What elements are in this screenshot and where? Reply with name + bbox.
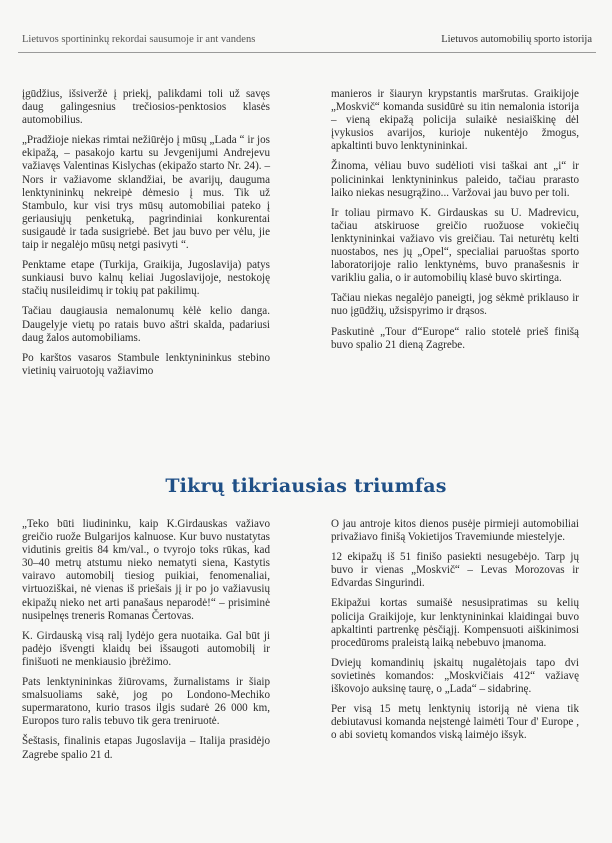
column-bottom-left xyxy=(22,518,270,769)
paragraph: Ir toliau pirmavo K. Girdauskas su U. Madrevicu, tačiau atskiruose greičio ruožuose vokiečių lenktynininkai važiavo vis greičiau. Tai neturėtų kelti nuostabos, nes jų „Opel“, specialiai paruoštas sporto laboratorijoje ralio lenktynėms, buvo pranašesnis ir varikliu galia, o ir automobilių klasė buvo skirtinga. xyxy=(331,206,579,285)
paragraph: Penktame etape (Turkija, Graikija, Jugoslavija) patys sunkiausi buvo kalnų keliai Jugoslavijoje, nestokoję stačių nusileidimų ir tokių pat pakilimų. xyxy=(22,259,270,298)
paragraph: Tačiau daugiausia nemalonumų kėlė kelio danga. Daugelyje vietų po ratais buvo aštri skalda, padariusi daug žalos automobiliams. xyxy=(22,305,270,344)
paragraph: Po karštos vasaros Stambule lenktynininkus stebino vietinių vairuotojų važiavimo xyxy=(22,351,270,377)
paragraph: manieros ir šiauryn krypstantis maršrutas. Graikijoje „Moskvič“ komanda susidūrė su itin nemalonia istorija – vieną ekipažą policija sulaikė nesiaiškinę dėl įvykusios avarijos, kurioje nukentėjo žmogus, apkaltinti buvo lenktynininkai. xyxy=(331,88,579,153)
paragraph: Ekipažui kortas sumaišė nesusipratimas su kelių policija Graikijoje, kur lenktynininkai klaidingai buvo apkaltinti partrenkę pėsčiąjį. Kompensuoti aiškinimosi procedūroms praleistą laiką nebebuvo įmanoma. xyxy=(331,597,579,649)
paragraph: Dviejų komandinių įskaitų nugalėtojais tapo dvi sovietinės komandos: „Moskvičiais 412“ važiavę iškovojo auksinę taurę, o „Lada“ – sidabrinę. xyxy=(331,656,579,696)
paragraph: įgūdžius, išsiveržė į priekį, palikdami toli už savęs daug galingesnius trečiosios-penktosios klasės automobilius. xyxy=(22,88,270,127)
paragraph: „Teko būti liudininku, kaip K.Girdauskas važiavo greičio ruože Bulgarijos kalnuose. Kur buvo nustatytas vidutinis greitis 84 km/val., o tvyrojo toks rūkas, kad 30–40 metrų atstumu nieko nematyti siena, Kastytis vairavo automobilį tiesiog puikiai, fenomenaliai, virtuoziškai, nė vienas iš priešais jį ir po jo važiavusių ekipažų nieko net arti panašaus neparodė!“ – prisiminė nusipelnęs treneris Romanas Čertovas. xyxy=(22,518,270,622)
running-header xyxy=(18,30,596,53)
column-top-left xyxy=(22,88,270,385)
header-left-title: Lietuvos sportininkų rekordai sausumoje ir ant vandens xyxy=(22,34,256,45)
paragraph: O jau antroje kitos dienos pusėje pirmieji automobiliai privažiavo finišą Vokietijos Travemiunde miestelyje. xyxy=(331,518,579,544)
paragraph: „Pradžioje niekas rimtai nežiūrėjo į mūsų „Lada “ ir jos ekipažą, – pasakojo kartu su Jevgenijumi Andrejevu važiavęs Valentinas Kislychas (ekipažo starto Nr. 24). – Nors ir važiavome sklandžiai, be avarijų, dauguma lenktynininkų nekreipė dėmesio į mus. Tik už Stambulo, kur visi trys mūsų automobiliai pateko į geriausiųjų penketuką, pagrindiniai konkurentai susigaudė ir tada susigriebė. Bet jau buvo per vėlu, jie taip ir negalėjo mūsų netgi pasivyti “. xyxy=(22,134,270,252)
paragraph: Pats lenktynininkas žiūrovams, žurnalistams ir šiaip smalsuoliams sakė, jog po Londono-Mechiko supermaratono, kurio trasos ilgis sudarė 26 000 km, Europos turo ralis tebuvo tik gera treniruotė. xyxy=(22,676,270,728)
column-bottom-right xyxy=(331,518,579,749)
section-title: Tikrų tikriausias triumfas xyxy=(165,475,447,497)
paragraph: K. Girdauską visą ralį lydėjo gera nuotaika. Gal būt ji padėjo išvengti klaidų bei išsaugoti automobilį ir finišuoti ne menkiausio įbrėžimo. xyxy=(22,629,270,668)
paragraph: 12 ekipažų iš 51 finišo pasiekti nesugebėjo. Tarp jų buvo ir vienas „Moskvič“ – Levas Morozovas ir Edvardas Singurindi. xyxy=(331,551,579,590)
header-right-title: Lietuvos automobilių sporto istorija xyxy=(441,34,592,45)
paragraph: Per visą 15 metų lenktynių istoriją nė viena tik debiutavusi komanda neįstengė laimėti Tour d' Europe , o abi sovietų komandos viską laimėjo išsyk. xyxy=(331,703,579,742)
paragraph: Paskutinė „Tour d“Europe“ ralio stotelė prieš finišą buvo spalio 21 dieną Zagrebe. xyxy=(331,325,579,351)
paragraph: Tačiau niekas negalėjo paneigti, jog sėkmė priklauso ir nuo įgūdžių, užsispyrimo ir drąsos. xyxy=(331,292,579,318)
paragraph: Žinoma, vėliau buvo sudėlioti visi taškai ant „i“ ir policininkai lenktynininkus paleido, tačiau prarasto laiko niekas nesugrąžino... Varžovai jau buvo per toli. xyxy=(331,160,579,199)
column-top-right xyxy=(331,88,579,359)
paragraph: Šeštasis, finalinis etapas Jugoslavija – Italija prasidėjo Zagrebe spalio 21 d. xyxy=(22,735,270,761)
